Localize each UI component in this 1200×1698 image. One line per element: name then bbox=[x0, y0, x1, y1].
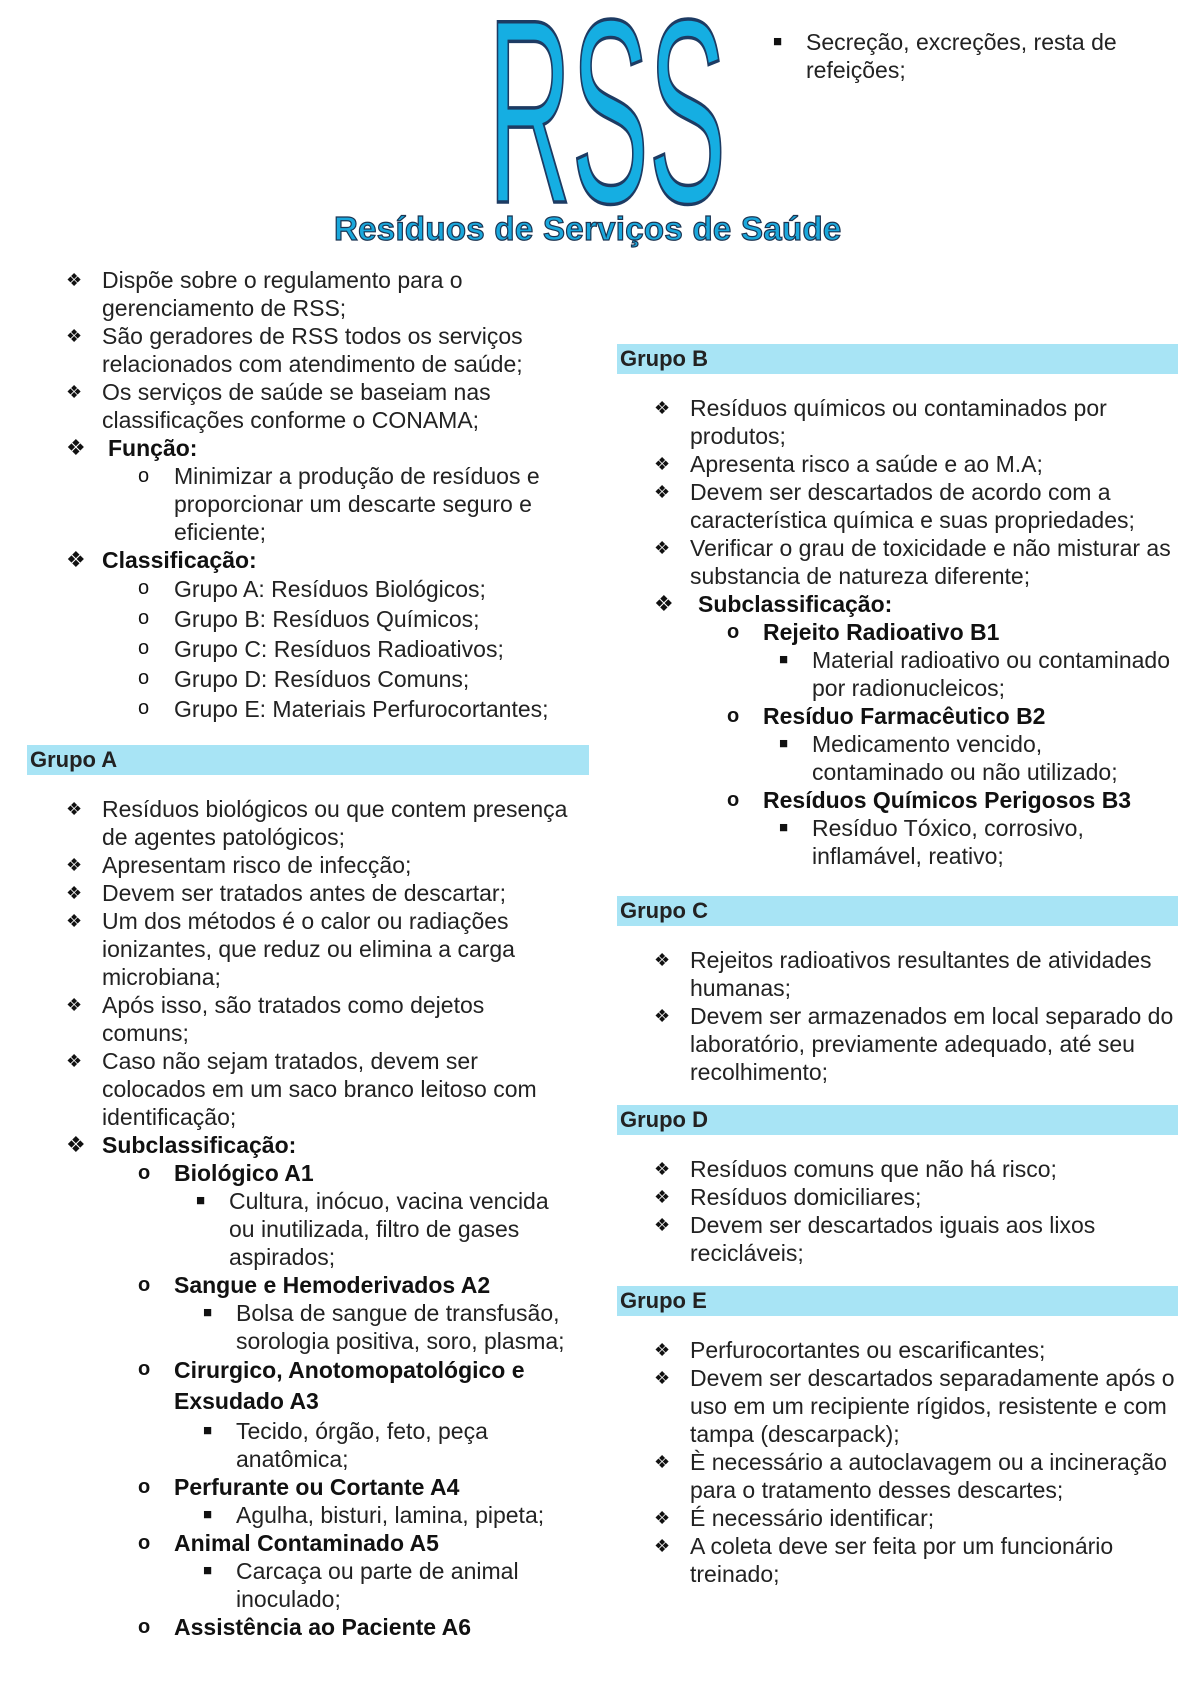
diamond-bullet-icon: ❖ bbox=[66, 547, 86, 572]
list-item: ■ Resíduo Tóxico, corrosivo, inflamável, reativo; bbox=[779, 815, 1084, 869]
list-item: ❖ È necessário a autoclavagem ou a incineração para o tratamento desses descartes; bbox=[654, 1449, 1167, 1503]
grupo-a-list bbox=[66, 795, 572, 1641]
list-item: ❖ Caso não sejam tratados, devem ser colocados em um saco branco leitoso com identificação; bbox=[66, 1048, 537, 1130]
circle-bullet-icon: o bbox=[138, 465, 150, 487]
list-item: o Grupo D: Resíduos Comuns; bbox=[138, 666, 470, 692]
diamond-bullet-icon: ❖ bbox=[66, 911, 83, 931]
list-item: o Resíduo Farmacêutico B2 ■ Medicamento vencido, contaminado ou não utilizado; bbox=[763, 702, 1180, 786]
circle-bullet-icon: o bbox=[138, 577, 150, 599]
grupo-a-header: Grupo A bbox=[27, 745, 589, 775]
rss-logo bbox=[488, 6, 728, 210]
circle-bullet-icon: o bbox=[138, 697, 150, 719]
list-item bbox=[654, 590, 1180, 870]
circle-bullet-icon: o bbox=[138, 1274, 151, 1296]
list-item: ❖ São geradores de RSS todos os serviços relacionados com atendimento de saúde; bbox=[66, 323, 523, 377]
square-bullet-icon: ■ bbox=[196, 1192, 206, 1209]
classificacao-label: Classificação: bbox=[102, 547, 257, 573]
list-item: ❖ Dispõe sobre o regulamento para o gerenciamento de RSS; bbox=[66, 267, 463, 321]
grupo-d-list bbox=[654, 1155, 1180, 1267]
circle-bullet-icon: o bbox=[138, 1358, 151, 1380]
list-item: ■ Tecido, órgão, feto, peça anatômica; bbox=[203, 1418, 488, 1472]
circle-bullet-icon: o bbox=[138, 1162, 151, 1184]
list-item: o Grupo A: Resíduos Biológicos; bbox=[138, 576, 486, 602]
circle-bullet-icon: o bbox=[138, 637, 150, 659]
list-item: ■ Agulha, bisturi, lamina, pipeta; bbox=[203, 1502, 545, 1528]
circle-bullet-icon: o bbox=[138, 1476, 151, 1498]
list-item: ❖ Os serviços de saúde se baseiam nas classificações conforme o CONAMA; bbox=[66, 379, 491, 433]
square-bullet-icon: ■ bbox=[779, 651, 789, 668]
list-item: ❖ A coleta deve ser feita por um funcionário treinado; bbox=[654, 1533, 1114, 1587]
diamond-bullet-icon: ❖ bbox=[654, 1452, 671, 1472]
circle-bullet-icon: o bbox=[138, 607, 150, 629]
rss-logo-text: RSS bbox=[488, 6, 726, 210]
diamond-bullet-icon: ❖ bbox=[66, 1051, 83, 1071]
list-item: o Rejeito Radioativo B1 ■ Material radioativo ou contaminado por radionucleicos; bbox=[763, 618, 1180, 702]
list-item: ❖ Resíduos comuns que não há risco; bbox=[654, 1156, 1057, 1182]
list-item: ❖ Devem ser armazenados em local separado do laboratório, previamente adequado, até seu recolhimento; bbox=[654, 1003, 1174, 1085]
diamond-bullet-icon: ❖ bbox=[66, 270, 83, 290]
list-item: ❖ Resíduos químicos ou contaminados por produtos; bbox=[654, 395, 1107, 449]
diamond-bullet-icon: ❖ bbox=[66, 382, 83, 402]
diamond-bullet-icon: ❖ bbox=[66, 1132, 86, 1157]
list-item: ❖ Rejeitos radioativos resultantes de atividades humanas; bbox=[654, 947, 1152, 1001]
list-item: ❖ Perfurocortantes ou escarificantes; bbox=[654, 1337, 1046, 1363]
diamond-bullet-icon: ❖ bbox=[654, 1368, 671, 1388]
square-bullet-icon: ■ bbox=[773, 33, 783, 50]
list-item: ■ Cultura, inócuo, vacina vencida ou inutilizada, filtro de gases aspirados; bbox=[196, 1188, 549, 1270]
list-item: o Grupo E: Materiais Perfurocortantes; bbox=[138, 696, 549, 722]
list-item: ❖ Apresenta risco a saúde e ao M.A; bbox=[654, 451, 1043, 477]
diamond-bullet-icon: ❖ bbox=[66, 435, 86, 460]
page-subtitle: Resíduos de Serviços de Saúde bbox=[334, 210, 842, 247]
diamond-bullet-icon: ❖ bbox=[654, 398, 671, 418]
list-item: ❖ Devem ser descartados separadamente após o uso em um recipiente rígidos, resistente e com tampa (descarpack); bbox=[654, 1365, 1175, 1447]
grupo-b-list bbox=[654, 394, 1180, 870]
list-item bbox=[66, 434, 572, 546]
top-right-list bbox=[773, 28, 1146, 84]
list-item: o Animal Contaminado A5 ■ Carcaça ou parte de animal inoculado; bbox=[174, 1529, 572, 1613]
list-item: ■ Bolsa de sangue de transfusão, sorologia positiva, soro, plasma; bbox=[203, 1300, 565, 1354]
list-item bbox=[66, 1131, 572, 1641]
diamond-bullet-icon: ❖ bbox=[66, 326, 83, 346]
diamond-bullet-icon: ❖ bbox=[654, 454, 671, 474]
list-item: ❖ Devem ser descartados iguais aos lixos recicláveis; bbox=[654, 1212, 1096, 1266]
list-item: ❖ Após isso, são tratados como dejetos comuns; bbox=[66, 992, 485, 1046]
diamond-bullet-icon: ❖ bbox=[66, 883, 83, 903]
diamond-bullet-icon: ❖ bbox=[654, 1508, 671, 1528]
list-item: o Resíduos Químicos Perigosos B3 ■ Resíduo Tóxico, corrosivo, inflamável, reativo; bbox=[727, 787, 1132, 869]
list-item bbox=[66, 546, 572, 724]
grupo-e-header: Grupo E bbox=[617, 1286, 1178, 1316]
list-item: o Cirurgico, Anotomopatológico e Exsudado A3 ■ Tecido, órgão, feto, peça anatômica; bbox=[174, 1355, 572, 1473]
list-item: ❖ Verificar o grau de toxicidade e não misturar as substancia de natureza diferente; bbox=[654, 535, 1171, 589]
grupo-c-header: Grupo C bbox=[617, 896, 1178, 926]
diamond-bullet-icon: ❖ bbox=[654, 1187, 671, 1207]
funcao-label: Função: bbox=[108, 435, 198, 461]
list-item: ❖ Resíduos biológicos ou que contem presença de agentes patológicos; bbox=[66, 796, 568, 850]
diamond-bullet-icon: ❖ bbox=[66, 799, 83, 819]
square-bullet-icon: ■ bbox=[203, 1562, 213, 1579]
square-bullet-icon: ■ bbox=[203, 1304, 213, 1321]
diamond-bullet-icon: ❖ bbox=[654, 591, 674, 616]
circle-bullet-icon: o bbox=[727, 621, 740, 643]
diamond-bullet-icon: ❖ bbox=[654, 1159, 671, 1179]
diamond-bullet-icon: ❖ bbox=[654, 1006, 671, 1026]
diamond-bullet-icon: ❖ bbox=[66, 855, 83, 875]
subclassificacao-label: Subclassificação: bbox=[102, 1132, 297, 1158]
square-bullet-icon: ■ bbox=[779, 819, 789, 836]
list-item: ❖ Devem ser tratados antes de descartar; bbox=[66, 880, 506, 906]
list-item: ❖ Devem ser descartados de acordo com a característica química e suas propriedades; bbox=[654, 479, 1135, 533]
circle-bullet-icon: o bbox=[727, 789, 740, 811]
list-item: o Perfurante ou Cortante A4 ■ Agulha, bisturi, lamina, pipeta; bbox=[174, 1473, 572, 1529]
circle-bullet-icon: o bbox=[138, 1532, 151, 1554]
list-item: ❖ É necessário identificar; bbox=[654, 1505, 935, 1531]
square-bullet-icon: ■ bbox=[203, 1506, 213, 1523]
list-item: o Minimizar a produção de resíduos e proporcionar um descarte seguro e eficiente; bbox=[138, 463, 540, 545]
list-item: ■ Carcaça ou parte de animal inoculado; bbox=[203, 1558, 519, 1612]
intro-list bbox=[66, 266, 572, 724]
grupo-e-list bbox=[654, 1336, 1180, 1588]
grupo-d-header: Grupo D bbox=[617, 1105, 1178, 1135]
grupo-b-header: Grupo B bbox=[617, 344, 1178, 374]
list-item: o Sangue e Hemoderivados A2 ■ Bolsa de sangue de transfusão, sorologia positiva, soro, plasma; bbox=[174, 1271, 572, 1355]
square-bullet-icon: ■ bbox=[779, 735, 789, 752]
circle-bullet-icon: o bbox=[138, 667, 150, 689]
list-item: ■ Medicamento vencido, contaminado ou não utilizado; bbox=[779, 731, 1118, 785]
diamond-bullet-icon: ❖ bbox=[654, 1340, 671, 1360]
list-item: ❖ Um dos métodos é o calor ou radiações ionizantes, que reduz ou elimina a carga microbiana; bbox=[66, 908, 515, 990]
grupo-c-list bbox=[654, 946, 1180, 1086]
diamond-bullet-icon: ❖ bbox=[654, 1536, 671, 1556]
list-item: o Assistência ao Paciente A6 bbox=[138, 1614, 472, 1640]
circle-bullet-icon: o bbox=[727, 705, 740, 727]
list-item: o Grupo B: Resíduos Químicos; bbox=[138, 606, 480, 632]
list-item: ■ Secreção, excreções, resta de refeições; bbox=[773, 29, 1117, 83]
diamond-bullet-icon: ❖ bbox=[654, 950, 671, 970]
diamond-bullet-icon: ❖ bbox=[66, 995, 83, 1015]
subclassificacao-label: Subclassificação: bbox=[698, 591, 893, 617]
diamond-bullet-icon: ❖ bbox=[654, 1215, 671, 1235]
list-item: o Grupo C: Resíduos Radioativos; bbox=[138, 636, 504, 662]
circle-bullet-icon: o bbox=[138, 1616, 151, 1638]
list-item: ❖ Apresentam risco de infecção; bbox=[66, 852, 412, 878]
square-bullet-icon: ■ bbox=[203, 1422, 213, 1439]
list-item: ❖ Resíduos domiciliares; bbox=[654, 1184, 922, 1210]
list-item: o Biológico A1 ■ Cultura, inócuo, vacina vencida ou inutilizada, filtro de gases aspirados; bbox=[174, 1159, 572, 1271]
diamond-bullet-icon: ❖ bbox=[654, 538, 671, 558]
diamond-bullet-icon: ❖ bbox=[654, 482, 671, 502]
list-item: ■ Material radioativo ou contaminado por radionucleicos; bbox=[779, 647, 1170, 701]
